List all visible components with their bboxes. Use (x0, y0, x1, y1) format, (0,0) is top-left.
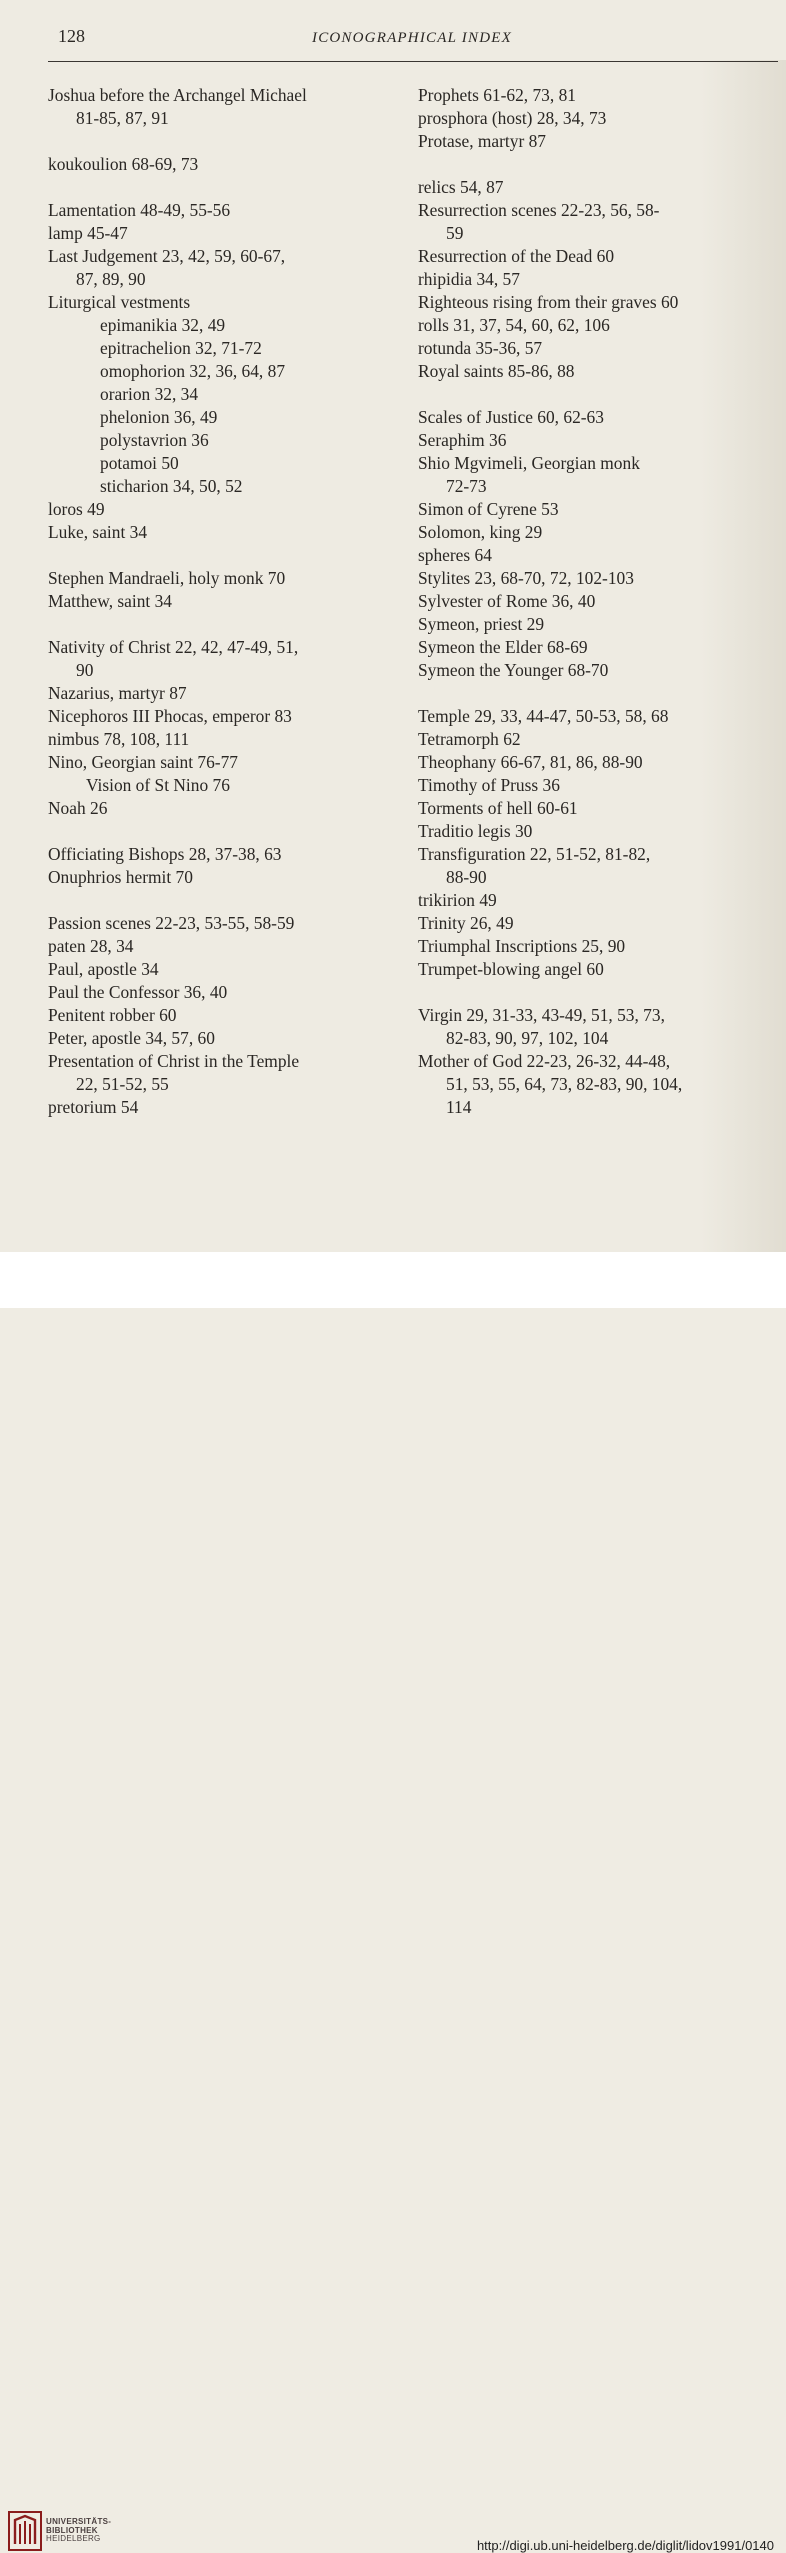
scanned-page (0, 0, 786, 1252)
index-entry: nimbus 78, 108, 111 (48, 729, 190, 749)
index-column-right (418, 84, 756, 1119)
index-entry: Nicephoros III Phocas, emperor 83 (48, 706, 292, 726)
index-subentry: epitrachelion 32, 71-72 (100, 338, 262, 358)
index-entry-continuation: 88-90 (446, 867, 487, 887)
university-library-logo-icon (8, 2510, 42, 2552)
index-entry: Lamentation 48-49, 55-56 (48, 200, 231, 220)
entry-spacer (48, 820, 396, 843)
index-entry: Peter, apostle 34, 57, 60 (48, 1028, 215, 1048)
index-entry: Liturgical vestments (48, 292, 191, 312)
permalink-url[interactable]: http://digi.ub.uni-heidelberg.de/diglit/lidov1991/0140 (476, 2538, 774, 2553)
library-name-line-2: BIBLIOTHEK (46, 2525, 98, 2535)
page-header (0, 0, 786, 66)
index-subentry: phelonion 36, 49 (100, 407, 218, 427)
index-entry: Traditio legis 30 (418, 821, 533, 841)
index-entry: Symeon the Elder 68-69 (418, 637, 588, 657)
index-entry-continuation: 114 (446, 1097, 472, 1117)
index-entry: rhipidia 34, 57 (418, 269, 520, 289)
index-subentry: orarion 32, 34 (100, 384, 199, 404)
index-entry: Theophany 66-67, 81, 86, 88-90 (418, 752, 643, 772)
index-entry: Timothy of Pruss 36 (418, 775, 560, 795)
index-entry: Onuphrios hermit 70 (48, 867, 193, 887)
index-entry: Sylvester of Rome 36, 40 (418, 591, 596, 611)
index-entry: Triumphal Inscriptions 25, 90 (418, 936, 626, 956)
index-entry: rolls 31, 37, 54, 60, 62, 106 (418, 315, 610, 335)
index-entry: paten 28, 34 (48, 936, 134, 956)
index-entry-continuation: 87, 89, 90 (76, 269, 146, 289)
index-entry: Stylites 23, 68-70, 72, 102-103 (418, 568, 634, 588)
index-entry: Trumpet-blowing angel 60 (418, 959, 604, 979)
entry-spacer (48, 544, 396, 567)
index-entry: rotunda 35-36, 57 (418, 338, 543, 358)
index-entry: Stephen Mandraeli, holy monk 70 (48, 568, 286, 588)
index-entry: Paul, apostle 34 (48, 959, 159, 979)
entry-spacer (48, 176, 396, 199)
index-entry: Virgin 29, 31-33, 43-49, 51, 53, 73, (418, 1005, 665, 1025)
index-entry: Nativity of Christ 22, 42, 47-49, 51, (48, 637, 299, 657)
entry-spacer (48, 613, 396, 636)
index-entry: Symeon, priest 29 (418, 614, 545, 634)
index-entry: Matthew, saint 34 (48, 591, 172, 611)
index-entry: Mother of God 22-23, 26-32, 44-48, (418, 1051, 671, 1071)
index-entry: relics 54, 87 (418, 177, 504, 197)
index-entry-continuation: 51, 53, 55, 64, 73, 82-83, 90, 104, (446, 1074, 683, 1094)
index-entry: Trinity 26, 49 (418, 913, 514, 933)
index-entry: Resurrection scenes 22-23, 56, 58- (418, 200, 660, 220)
index-entry: koukoulion 68-69, 73 (48, 154, 199, 174)
entry-spacer (48, 889, 396, 912)
index-entry: Protase, martyr 87 (418, 131, 546, 151)
index-entry: Officiating Bishops 28, 37-38, 63 (48, 844, 282, 864)
page-number: 128 (58, 26, 85, 46)
index-entry: loros 49 (48, 499, 105, 519)
header-rule (48, 61, 778, 62)
library-name (46, 2518, 111, 2544)
index-entry: lamp 45-47 (48, 223, 128, 243)
library-name-line-3: HEIDELBERG (46, 2534, 101, 2544)
index-entry: Temple 29, 33, 44-47, 50-53, 58, 68 (418, 706, 669, 726)
index-entry: Transfiguration 22, 51-52, 81-82, (418, 844, 651, 864)
index-entry: prosphora (host) 28, 34, 73 (418, 108, 607, 128)
entry-spacer (418, 383, 756, 406)
index-entry: Prophets 61-62, 73, 81 (418, 85, 576, 105)
index-entry: Solomon, king 29 (418, 522, 543, 542)
index-entry: pretorium 54 (48, 1097, 139, 1117)
viewer-footer (0, 1252, 786, 2553)
entry-spacer (48, 130, 396, 153)
index-subentry: polystavrion 36 (100, 430, 209, 450)
index-entry: Nino, Georgian saint 76-77 (48, 752, 238, 772)
index-entry: Presentation of Christ in the Temple (48, 1051, 300, 1071)
index-subentry: potamoi 50 (100, 453, 179, 473)
library-name-line-1: UNIVERSITÄTS- (46, 2517, 112, 2526)
index-entry: spheres 64 (418, 545, 492, 565)
index-entry: Resurrection of the Dead 60 (418, 246, 615, 266)
index-column-left (48, 84, 396, 1119)
index-entry: Joshua before the Archangel Michael (48, 85, 307, 105)
entry-spacer (418, 153, 756, 176)
index-entry: Last Judgement 23, 42, 59, 60-67, (48, 246, 286, 266)
index-entry-continuation: 22, 51-52, 55 (76, 1074, 169, 1094)
running-head: ICONOGRAPHICAL INDEX (312, 30, 512, 46)
index-entry: Simon of Cyrene 53 (418, 499, 559, 519)
index-entry: Royal saints 85-86, 88 (418, 361, 575, 381)
index-subentry: epimanikia 32, 49 (100, 315, 226, 335)
index-entry: Seraphim 36 (418, 430, 507, 450)
index-entry: Torments of hell 60-61 (418, 798, 578, 818)
index-subentry: sticharion 34, 50, 52 (100, 476, 243, 496)
index-entry: trikirion 49 (418, 890, 497, 910)
index-entry: Righteous rising from their graves 60 (418, 292, 679, 312)
index-entry: Scales of Justice 60, 62-63 (418, 407, 604, 427)
index-entry: Tetramorph 62 (418, 729, 521, 749)
entry-spacer (418, 981, 756, 1004)
index-subentry: Vision of St Nino 76 (86, 775, 230, 795)
index-entry: Shio Mgvimeli, Georgian monk (418, 453, 640, 473)
index-entry-continuation: 90 (76, 660, 94, 680)
index-entry: Passion scenes 22-23, 53-55, 58-59 (48, 913, 295, 933)
index-entry-continuation: 59 (446, 223, 464, 243)
index-entry-continuation: 81-85, 87, 91 (76, 108, 169, 128)
index-entry: Paul the Confessor 36, 40 (48, 982, 228, 1002)
index-entry: Luke, saint 34 (48, 522, 148, 542)
entry-spacer (418, 682, 756, 705)
index-entry-continuation: 82-83, 90, 97, 102, 104 (446, 1028, 609, 1048)
index-entry: Noah 26 (48, 798, 108, 818)
index-entry-continuation: 72-73 (446, 476, 487, 496)
index-entry: Symeon the Younger 68-70 (418, 660, 609, 680)
index-entry: Nazarius, martyr 87 (48, 683, 187, 703)
index-entry: Penitent robber 60 (48, 1005, 177, 1025)
index-subentry: omophorion 32, 36, 64, 87 (100, 361, 286, 381)
